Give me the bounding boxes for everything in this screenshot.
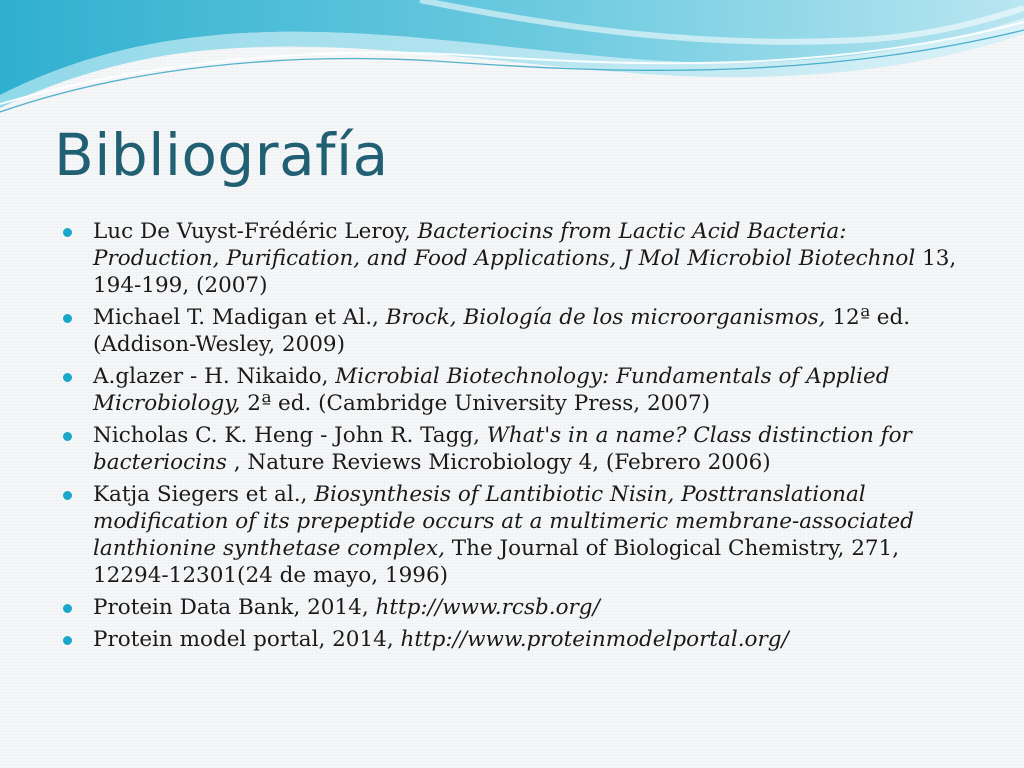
reference-link: http://www.proteinmodelportal.org/	[400, 627, 789, 652]
reference-title: Microbial Biotechnology: Fundamentals of Applied Microbiology,	[93, 364, 890, 416]
list-item	[60, 304, 960, 358]
bullet-dot-icon	[63, 491, 72, 500]
reference-details: 13, 194-199, (2007)	[93, 246, 957, 298]
bullet-dot-icon	[63, 432, 72, 441]
reference-authors: Michael T. Madigan et Al.,	[93, 305, 386, 330]
list-item	[60, 626, 960, 653]
reference-title: Biosynthesis of Lantibiotic Nisin, Posttranslational modification of its prepeptide occurs at a multimeric membrane-associated lanthionine synthetase complex,	[93, 482, 914, 561]
slide-title: Bibliografía	[54, 121, 389, 189]
bibliography-list	[60, 218, 960, 658]
list-item	[60, 481, 960, 589]
reference-title: Brock, Biología de los microorganismos,	[385, 305, 826, 330]
reference-authors: Protein Data Bank, 2014,	[93, 595, 376, 620]
bullet-dot-icon	[63, 636, 72, 645]
header-wave-decoration	[0, 0, 1024, 130]
reference-details: 2ª ed. (Cambridge University Press, 2007)	[240, 391, 711, 416]
bullet-dot-icon	[63, 604, 72, 613]
reference-details: The Journal of Biological Chemistry, 271, 12294-12301(24 de mayo, 1996)	[93, 536, 900, 588]
reference-authors: A.glazer - H. Nikaido,	[93, 364, 336, 389]
reference-authors: Luc De Vuyst-Frédéric Leroy,	[93, 219, 418, 244]
reference-title: Bacteriocins from Lactic Acid Bacteria: Production, Purification, and Food Applications, J Mol Microbiol Biotechnol	[93, 219, 916, 271]
bullet-dot-icon	[63, 228, 72, 237]
reference-authors: Nicholas C. K. Heng - John R. Tagg,	[93, 423, 487, 448]
list-item	[60, 594, 960, 621]
bullet-dot-icon	[63, 373, 72, 382]
bullet-dot-icon	[63, 314, 72, 323]
reference-title: What's in a name? Class distinction for bacteriocins	[93, 423, 912, 475]
reference-details: , Nature Reviews Microbiology 4, (Febrero 2006)	[226, 450, 771, 475]
reference-authors: Protein model portal, 2014,	[93, 627, 401, 652]
reference-link: http://www.rcsb.org/	[375, 595, 600, 620]
reference-authors: Katja Siegers et al.,	[93, 482, 315, 507]
list-item	[60, 363, 960, 417]
list-item	[60, 422, 960, 476]
list-item	[60, 218, 960, 299]
reference-details: 12ª ed. (Addison-Wesley, 2009)	[93, 305, 911, 357]
